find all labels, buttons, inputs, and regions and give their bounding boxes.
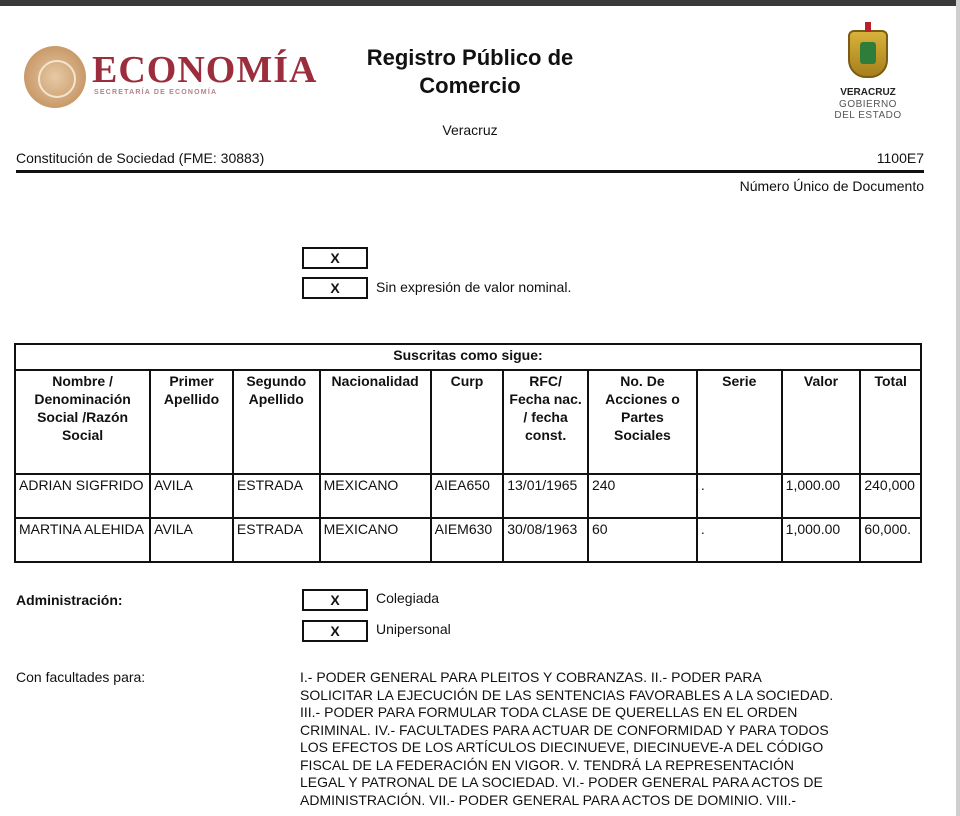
cell-nacionalidad: MEXICANO	[320, 518, 431, 562]
veracruz-logo-name: VERACRUZ	[840, 87, 896, 98]
powers-line: LEGAL Y PATRONAL DE LA SOCIEDAD. VI.- PODER GENERAL PARA ACTOS DE	[300, 774, 823, 790]
column-header: RFC/ Fecha nac. / fecha const.	[503, 370, 588, 474]
powers-line: ADMINISTRACIÓN. VII.- PODER GENERAL PARA ACTOS DE DOMINIO. VIII.-	[300, 791, 797, 808]
cell-total: 240,000	[860, 474, 921, 518]
economia-seal-logo	[24, 46, 86, 108]
column-header: Serie	[697, 370, 782, 474]
cell-serie: .	[697, 474, 782, 518]
shares-table-caption: Suscritas como sigue:	[15, 344, 921, 370]
cell-primer-apellido: AVILA	[150, 474, 233, 518]
nud-label: Número Único de Documento	[739, 178, 924, 194]
cell-segundo-apellido: ESTRADA	[233, 474, 320, 518]
state-name: Veracruz	[442, 122, 498, 138]
powers-line: SOLICITAR LA EJECUCIÓN DE LAS SENTENCIAS FAVORABLES A LA SOCIEDAD.	[300, 686, 834, 703]
column-header: Segundo Apellido	[233, 370, 320, 474]
document-title	[330, 44, 610, 100]
page-edge	[956, 0, 960, 816]
powers-line: CRIMINAL. IV.- FACULTADES PARA ACTUAR DE CONFORMIDAD Y PARA TODOS	[300, 721, 829, 738]
cell-valor: 1,000.00	[782, 518, 861, 562]
constitution-label: Constitución de Sociedad (FME: 30883)	[16, 150, 265, 166]
column-header: Total	[860, 370, 921, 474]
economia-title: ECONOMÍA	[92, 49, 318, 91]
column-header: Nacionalidad	[320, 370, 431, 474]
column-header: Valor	[782, 370, 861, 474]
economia-subtitle: SECRETARÍA DE ECONOMÍA	[94, 89, 218, 96]
cell-curp: AIEA650	[431, 474, 504, 518]
no-nominal-value-label: Sin expresión de valor nominal.	[376, 279, 572, 295]
table-row	[15, 474, 921, 518]
unipersonal-checkbox: X	[302, 620, 368, 642]
header-divider	[16, 170, 924, 173]
nominal-value-checkbox: X	[302, 247, 368, 269]
powers-label: Con facultades para:	[16, 669, 146, 685]
column-header: Primer Apellido	[150, 370, 233, 474]
shares-table	[14, 343, 922, 563]
column-header: Curp	[431, 370, 504, 474]
table-row	[15, 518, 921, 562]
unipersonal-label: Unipersonal	[376, 621, 451, 637]
record-code: 1100E7	[876, 150, 924, 166]
cell-segundo-apellido: ESTRADA	[233, 518, 320, 562]
administration-label: Administración:	[16, 592, 123, 608]
cell-serie: .	[697, 518, 782, 562]
veracruz-crest-logo	[848, 30, 888, 78]
cell-nombre: ADRIAN SIGFRIDO	[15, 474, 150, 518]
cell-nombre: MARTINA ALEHIDA	[15, 518, 150, 562]
colegiada-label: Colegiada	[376, 590, 440, 606]
document-title-line1: Registro Público de	[366, 45, 574, 70]
cell-primer-apellido: AVILA	[150, 518, 233, 562]
cell-rfc-fecha: 30/08/1963	[503, 518, 588, 562]
column-header: No. De Acciones o Partes Sociales	[588, 370, 697, 474]
document-title-line2: Comercio	[419, 73, 521, 98]
veracruz-logo-line2: GOBIERNO	[839, 99, 897, 110]
veracruz-logo-line3: DEL ESTADO	[834, 110, 902, 121]
cell-rfc-fecha: 13/01/1965	[503, 474, 588, 518]
cell-curp: AIEM630	[431, 518, 504, 562]
powers-text	[300, 669, 930, 809]
colegiada-checkbox: X	[302, 589, 368, 611]
cell-acciones: 240	[588, 474, 697, 518]
powers-line: FISCAL DE LA FEDERACIÓN EN VIGOR. V. TENDRÁ LA REPRESENTACIÓN	[300, 756, 795, 773]
viewer-top-bar	[0, 0, 960, 6]
cell-valor: 1,000.00	[782, 474, 861, 518]
cell-acciones: 60	[588, 518, 697, 562]
no-nominal-value-checkbox: X	[302, 277, 368, 299]
powers-line: I.- PODER GENERAL PARA PLEITOS Y COBRANZAS. II.- PODER PARA	[300, 669, 762, 685]
column-header: Nombre / Denominación Social /Razón Social	[15, 370, 150, 474]
cell-total: 60,000.	[860, 518, 921, 562]
powers-line: III.- PODER PARA FORMULAR TODA CLASE DE QUERELLAS EN EL ORDEN	[300, 704, 798, 720]
cell-nacionalidad: MEXICANO	[320, 474, 431, 518]
powers-line: LOS EFECTOS DE LOS ARTÍCULOS DIECINUEVE, DIECINUEVE-A DEL CÓDIGO	[300, 739, 824, 755]
